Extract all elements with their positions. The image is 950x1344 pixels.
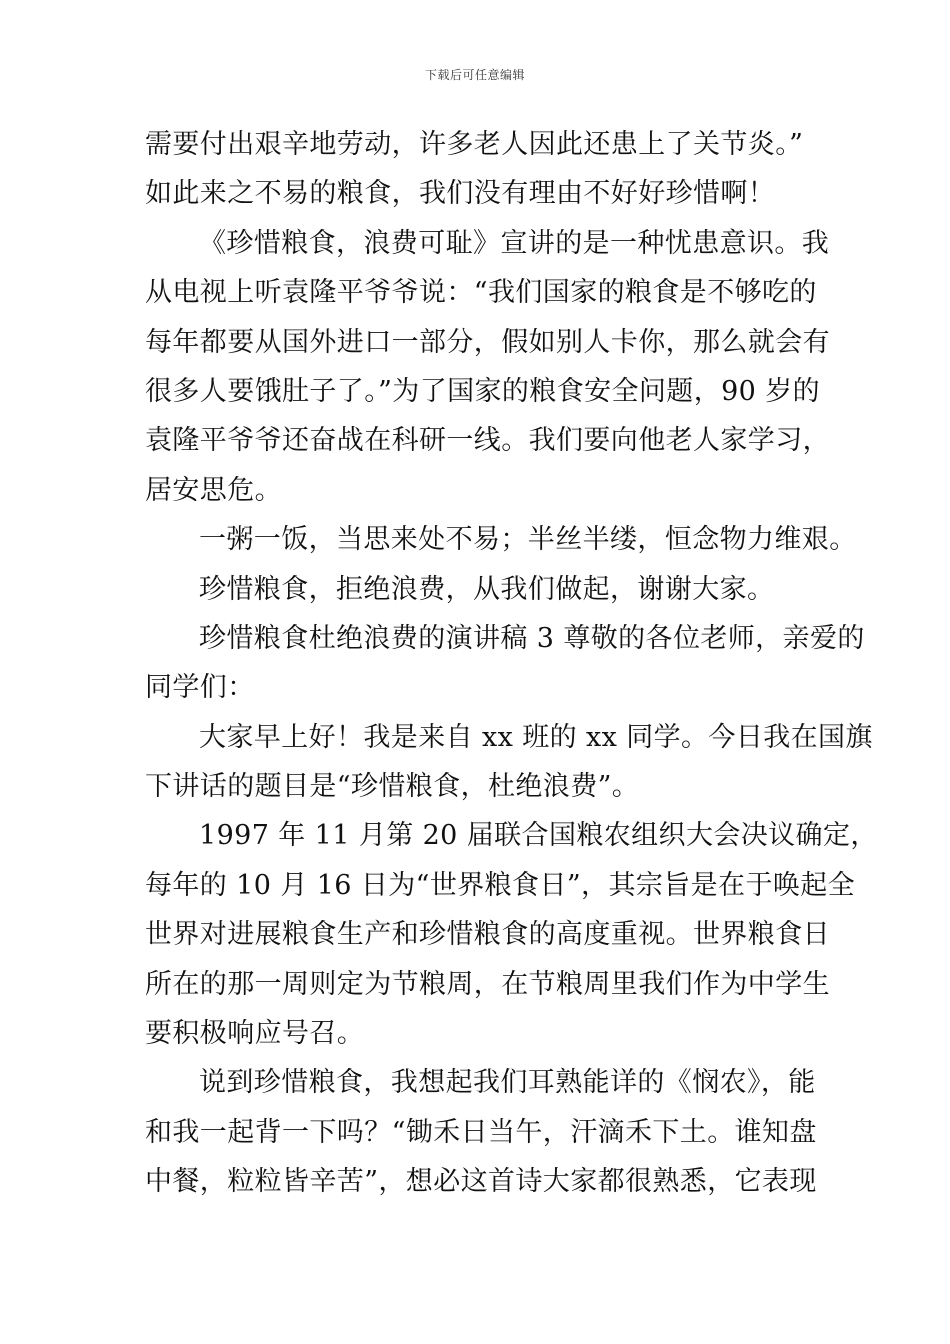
- text-line: 珍惜粮食杜绝浪费的演讲稿 3 尊敬的各位老师，亲爱的: [199, 622, 865, 654]
- text-line: 所在的那一周则定为节粮周，在节粮周里我们作为中学生: [145, 968, 830, 1000]
- text-line: 需要付出艰辛地劳动，许多老人因此还患上了关节炎。”: [145, 129, 804, 160]
- text-line: 下讲话的题目是“珍惜粮食，杜绝浪费”。: [145, 771, 640, 803]
- text-line: 从电视上听袁隆平爷爷说：“我们国家的粮食是不够吃的: [145, 277, 817, 309]
- text-line: 中餐，粒粒皆辛苦”，想必这首诗大家都很熟悉，它表现: [145, 1166, 817, 1198]
- text-line: 居安思危。: [145, 474, 282, 506]
- text-line: 说到珍惜粮食，我想起我们耳熟能详的《悯农》，能: [199, 1067, 816, 1099]
- text-line: 每年的 10 月 16 日为“世界粮食日”，其宗旨是在于唤起全: [145, 869, 856, 901]
- text-line: 袁隆平爷爷还奋战在科研一线。我们要向他老人家学习，: [145, 425, 830, 457]
- text-line: 要积极响应号召。: [145, 1018, 365, 1050]
- text-line: 每年都要从国外进口一部分，假如别人卡你，那么就会有: [145, 326, 830, 358]
- text-line: 如此来之不易的粮食，我们没有理由不好好珍惜啊！: [145, 178, 776, 210]
- text-line: 1997 年 11 月第 20 届联合国粮农组织大会决议确定，: [199, 820, 878, 852]
- page-header: 下载后可任意编辑: [424, 68, 525, 82]
- text-line: 一粥一饭，当思来处不易；半丝半缕，恒念物力维艰。: [199, 524, 857, 556]
- text-line: 《珍惜粮食，浪费可耻》宣讲的是一种忧患意识。我: [199, 227, 830, 259]
- text-line: 大家早上好！我是来自 xx 班的 xx 同学。今日我在国旗: [199, 721, 873, 753]
- text-line: 很多人要饿肚子了。”为了国家的粮食安全问题，90 岁的: [145, 375, 821, 407]
- text-line: 珍惜粮食，拒绝浪费，从我们做起，谢谢大家。: [199, 573, 775, 605]
- document-body: [145, 120, 878, 1207]
- text-line: 同学们：: [145, 672, 255, 704]
- text-line: 和我一起背一下吗？“锄禾日当午，汗滴禾下土。谁知盘: [145, 1116, 817, 1148]
- text-line: 世界对进展粮食生产和珍惜粮食的高度重视。世界粮食日: [145, 919, 830, 951]
